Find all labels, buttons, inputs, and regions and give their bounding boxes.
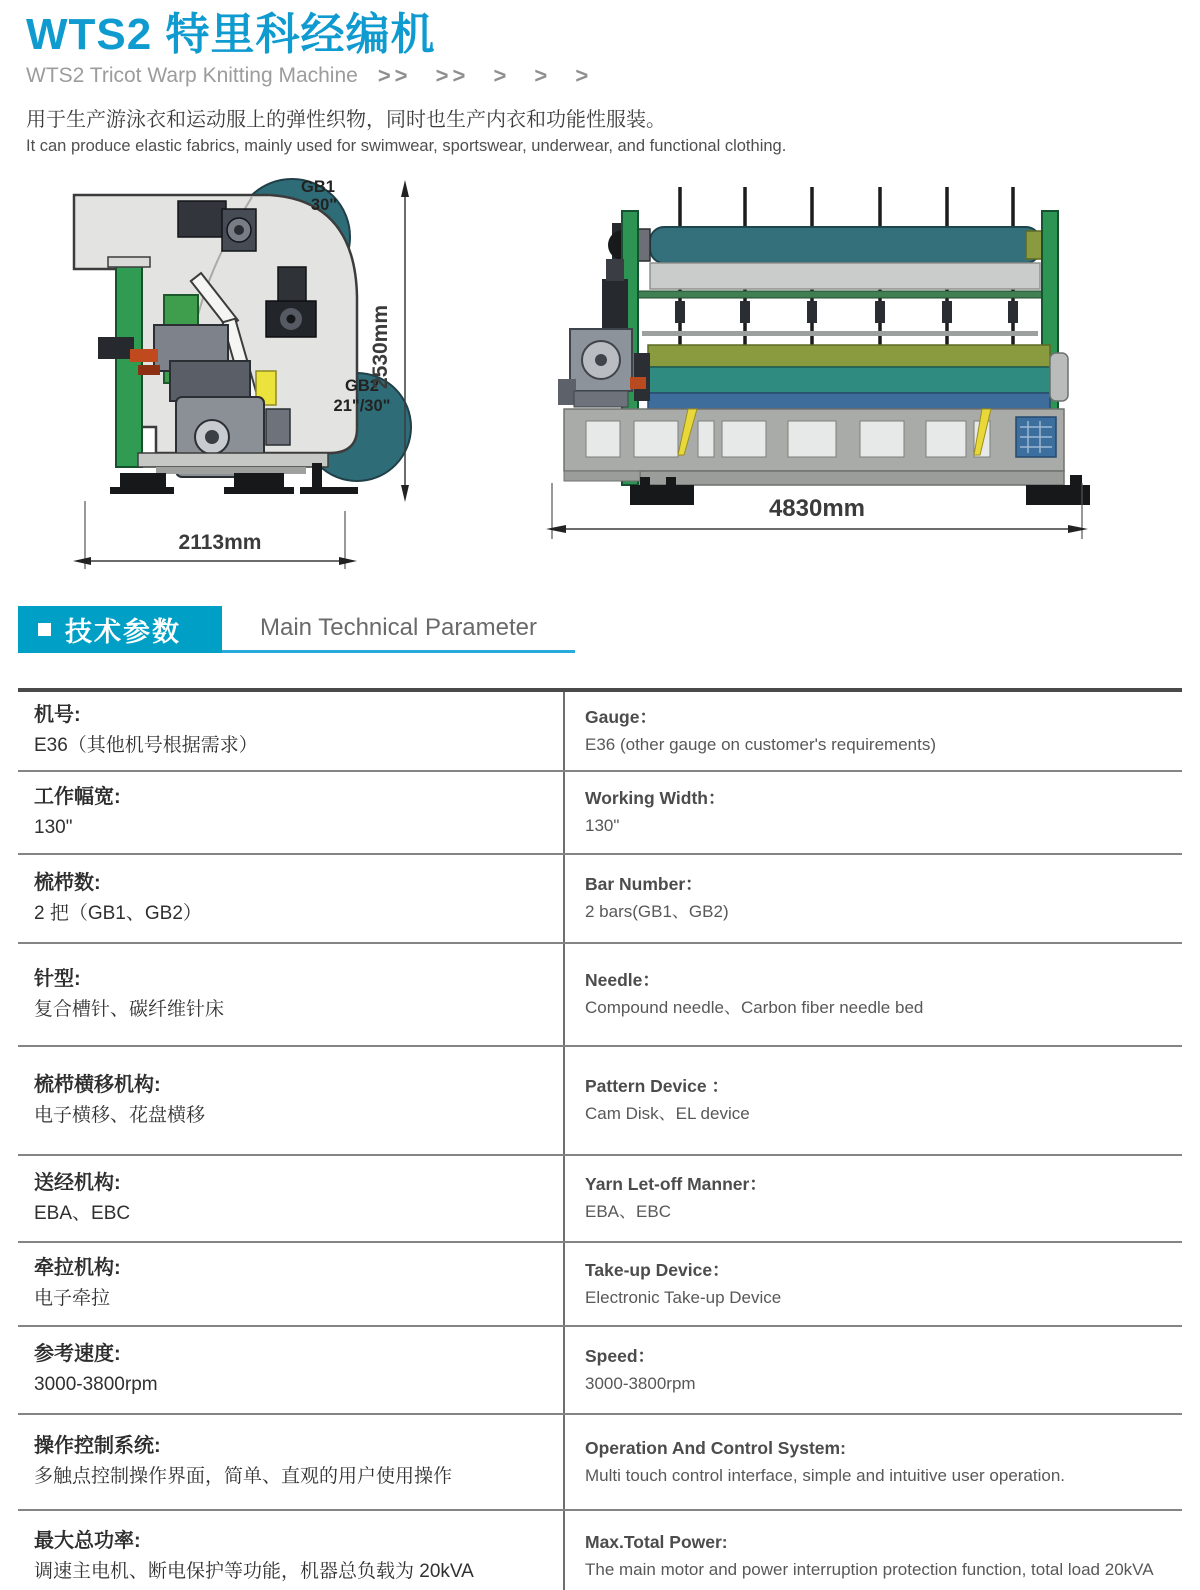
spec-table [18, 688, 1182, 1590]
spec-cell-cn [18, 1047, 565, 1154]
base-skirt [640, 471, 1064, 485]
lower-beam-teal [648, 367, 1050, 393]
spec-value-cn: 130" [34, 816, 73, 838]
main-motor [602, 279, 628, 331]
spec-value-cn: E36（其他机号根据需求） [34, 735, 258, 757]
spec-cell-en [565, 944, 1182, 1045]
spec-label-en: Speed： [585, 1345, 656, 1366]
page-subtitle: WTS2 Tricot Warp Knitting Machine [26, 64, 358, 87]
spec-cell-cn [18, 1415, 565, 1509]
spec-value-cn: 调速主电机、断电保护等功能，机器总负载为 20kVA [34, 1560, 474, 1582]
spec-cell-cn [18, 1327, 565, 1413]
spec-value-cn: 2 把（GB1、GB2） [34, 902, 202, 924]
spec-value-en: 3000-3800rpm [585, 1373, 696, 1393]
spec-label-en: Take-up Device： [585, 1259, 730, 1280]
spec-cell-cn [18, 692, 565, 770]
spec-label-cn: 工作幅宽: [34, 785, 121, 808]
spec-value-en: EBA、EBC [585, 1202, 671, 1222]
header [0, 0, 1200, 156]
section-badge [18, 606, 222, 653]
bullet-square-icon [38, 623, 51, 636]
spec-value-cn: 多触点控制操作界面，简单、直观的用户使用操作 [34, 1466, 453, 1488]
spec-label-cn: 机号: [34, 704, 81, 727]
gearbox-side [558, 379, 576, 405]
gb2-size-label: 21"/30" [333, 397, 391, 415]
spec-label-en: Pattern Device ： [585, 1076, 729, 1097]
table-row [18, 1413, 1182, 1509]
spec-value-cn: 电子牵拉 [34, 1288, 111, 1310]
base-panels [586, 421, 990, 457]
spec-label-en: Bar Number： [585, 874, 703, 895]
gb2-label: GB2 [345, 377, 379, 395]
spec-cell-en [565, 855, 1182, 942]
gearbox-hub [595, 354, 607, 366]
spec-label-cn: 最大总功率: [34, 1529, 141, 1552]
spec-value-en: Compound needle、Carbon fiber needle bed [585, 998, 924, 1018]
spec-label-cn: 针型: [34, 967, 81, 990]
gb1-size-label: 30" [310, 196, 338, 214]
table-row [18, 1241, 1182, 1325]
spec-label-en: Yarn Let-off Manner： [585, 1174, 767, 1195]
spec-value-cn: 电子横移、花盘横移 [34, 1104, 206, 1126]
spec-cell-en [565, 1156, 1182, 1241]
spec-cell-en [565, 1243, 1182, 1325]
description-en: It can produce elastic fabrics, mainly used for swimwear, sportswear, underwear, and functional clothing. [26, 137, 787, 155]
spec-cell-en [565, 692, 1182, 770]
left-sensor-box [98, 337, 134, 359]
spec-value-en: Cam Disk、EL device [585, 1104, 750, 1124]
spec-cell-cn [18, 944, 565, 1045]
spec-cell-cn [18, 772, 565, 853]
spec-label-cn: 操作控制系统: [34, 1435, 161, 1458]
spec-cell-en [565, 1047, 1182, 1154]
spec-label-cn: 梳栉横移机构: [34, 1073, 161, 1096]
spec-value-en: 130" [585, 816, 620, 836]
knitting-head-lower [170, 361, 250, 401]
section-title-cn: 技术参数 [65, 617, 181, 647]
spec-value-en: The main motor and power interruption protection function, total load 20kVA [585, 1560, 1154, 1580]
height-dim-label: 2530mm [369, 304, 392, 390]
el-drive-motor [278, 267, 306, 303]
top-motor [178, 201, 226, 237]
spec-cell-cn [18, 855, 565, 942]
lower-beam-blue [648, 393, 1050, 409]
takeup-side-box [266, 409, 290, 445]
section-title-en: Main Technical Parameter [222, 606, 575, 653]
subtitle-row [26, 63, 1176, 89]
page-title: WTS2 特里科经编机 [26, 10, 436, 59]
lower-beam-olive [648, 345, 1050, 367]
gearbox-ribs [574, 391, 628, 407]
table-row [18, 692, 1182, 770]
width-dimension [546, 483, 1088, 539]
side-view-figure [60, 175, 460, 573]
el-drive-hub [287, 315, 296, 324]
base-step [156, 467, 306, 474]
red-accent-2 [138, 365, 160, 375]
rod-clamps [675, 301, 1018, 323]
spec-cell-cn [18, 1511, 565, 1590]
spec-value-cn: EBA、EBC [34, 1202, 131, 1224]
front-view-figure [530, 183, 1100, 561]
spec-value-en: 2 bars(GB1、GB2) [585, 902, 729, 922]
spec-cell-en [565, 1327, 1182, 1413]
table-row [18, 942, 1182, 1045]
chevrons-icon: >> >> > > > [377, 63, 593, 88]
post-cap [108, 257, 150, 267]
base-plate [138, 453, 328, 467]
spec-label-en: Operation And Control System: [585, 1437, 846, 1458]
top-beam-cylinder [650, 227, 1040, 263]
spec-cell-en [565, 1511, 1182, 1590]
motor-top [606, 259, 624, 281]
table-row [18, 1154, 1182, 1241]
lower-beam-right-cap [1050, 353, 1068, 401]
section-header [18, 606, 1200, 653]
table-row [18, 1045, 1182, 1154]
spec-label-cn: 参考速度: [34, 1343, 121, 1366]
table-row [18, 1509, 1182, 1590]
beam-support [650, 263, 1040, 289]
spec-value-cn: 复合槽针、碳纤维针床 [34, 998, 225, 1020]
table-row [18, 853, 1182, 942]
red-accent-1 [130, 349, 158, 362]
description-cn: 用于生产游泳衣和运动服上的弹性织物，同时也生产内衣和功能性服装。 [26, 109, 666, 131]
spec-label-cn: 送经机构: [34, 1171, 121, 1194]
width-dim-label: 2113mm [178, 531, 262, 554]
spec-label-cn: 梳栉数: [34, 871, 101, 894]
spec-value-cn: 3000-3800rpm [34, 1374, 158, 1396]
top-gear-hub [234, 225, 244, 235]
width-dim-label: 4830mm [768, 495, 866, 522]
spec-value-en: Multi touch control interface, simple and intuitive user operation. [585, 1465, 1066, 1485]
spec-table-body [18, 692, 1182, 1590]
width-dimension [73, 501, 357, 569]
red-coupling [630, 377, 646, 389]
spec-label-cn: 牵拉机构: [34, 1257, 121, 1280]
spec-cell-en [565, 1415, 1182, 1509]
spec-cell-cn [18, 1156, 565, 1241]
spec-cell-cn [18, 1243, 565, 1325]
spec-value-en: E36 (other gauge on customer's requirements) [585, 734, 936, 754]
table-row [18, 770, 1182, 853]
spec-label-en: Needle： [585, 970, 660, 991]
base-skirt-left [564, 471, 640, 481]
spec-label-en: Max.Total Power: [585, 1532, 728, 1553]
spec-label-en: Working Width： [585, 788, 726, 809]
spec-value-en: Electronic Take-up Device [585, 1287, 782, 1307]
lower-rail [642, 331, 1038, 336]
table-row [18, 1325, 1182, 1413]
machine-figures [0, 170, 1200, 574]
spec-label-en: Gauge： [585, 706, 657, 727]
takeup-hub [205, 430, 219, 444]
gb1-label: GB1 [301, 178, 335, 196]
upper-rail [634, 291, 1046, 298]
spec-cell-en [565, 772, 1182, 853]
